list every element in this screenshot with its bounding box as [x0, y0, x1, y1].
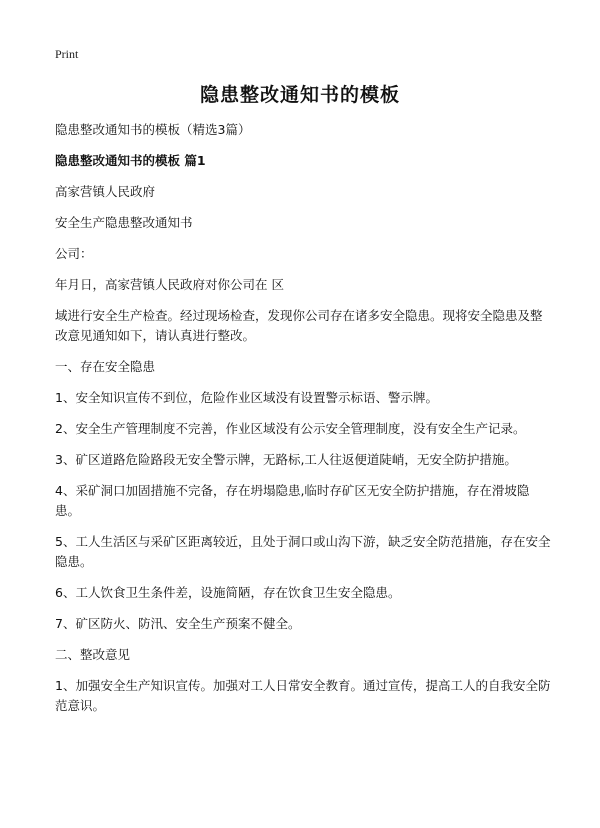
list-item: 6、工人饮食卫生条件差，设施简陋，存在饮食卫生安全隐患。	[55, 585, 401, 600]
list-item: 1、加强安全生产知识宣传。加强对工人日常安全教育。通过宣传，提高工人的自我安全防范意识。	[55, 678, 551, 713]
list-item: 3、矿区道路危险路段无安全警示牌，无路标,工人往返便道陡峭，无安全防护措施。	[55, 452, 517, 467]
paragraph-issuer: 高家营镇人民政府	[55, 184, 156, 199]
list-item: 5、工人生活区与采矿区距离较近，且处于洞口或山沟下游，缺乏安全防范措施，存在安全隐患。	[55, 534, 551, 569]
paragraph-addressee: 公司：	[55, 246, 93, 261]
list-heading: 一、存在安全隐患	[55, 359, 156, 374]
paragraph-notice-title: 安全生产隐患整改通知书	[55, 215, 193, 230]
list-item: 1、安全知识宣传不到位，危险作业区域没有设置警示标语、警示牌。	[55, 390, 438, 405]
section-heading: 隐患整改通知书的模板 篇1	[55, 153, 206, 168]
paragraph-subtitle: 隐患整改通知书的模板（精选3篇）	[55, 122, 251, 137]
paragraph-body: 域进行安全生产检查。经过现场检查，发现你公司存在诸多安全隐患。现将安全隐患及整改意见通知如下，请认真进行整改。	[55, 308, 543, 343]
print-link[interactable]: Print	[55, 47, 79, 61]
document-body	[55, 120, 551, 727]
document-title: 隐患整改通知书的模板	[199, 84, 400, 106]
list-item: 4、采矿洞口加固措施不完备，存在坍塌隐患,临时存矿区无安全防护措施，存在滑坡隐患。	[55, 483, 530, 518]
list-item: 2、安全生产管理制度不完善，作业区域没有公示安全管理制度，没有安全生产记录。	[55, 421, 526, 436]
paragraph-body: 年月日，高家营镇人民政府对你公司在 区	[55, 277, 284, 292]
list-item: 7、矿区防火、防汛、安全生产预案不健全。	[55, 616, 301, 631]
list-heading: 二、整改意见	[55, 647, 131, 662]
